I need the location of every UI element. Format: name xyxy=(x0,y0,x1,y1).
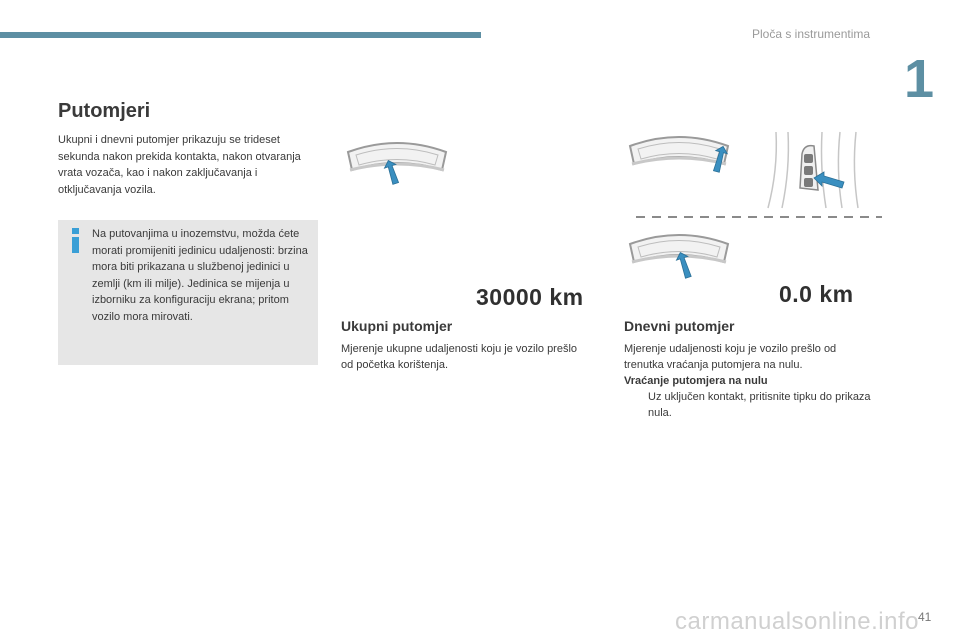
trip-odometer-illustration xyxy=(624,130,734,190)
watermark: carmanualsonline.info xyxy=(675,608,919,635)
reset-instruction xyxy=(624,389,874,421)
reset-button-illustration xyxy=(764,130,876,210)
trip-odometer-title: Dnevni putomjer xyxy=(624,318,735,334)
info-icon xyxy=(72,228,79,253)
info-note xyxy=(58,220,318,365)
total-odometer-title: Ukupni putomjer xyxy=(341,318,453,334)
info-note-text: Na putovanjima u inozemstvu, možda ćete morati promijeniti jedinicu udaljenosti: brzina mora biti prikazana u službenoj jedinici u zemlji (km ili milje). Jedinica se mijenja u izborniku za konfiguraciju ekrana; pritom vozilo mora mirovati. xyxy=(92,228,308,323)
header-accent-bar xyxy=(0,32,481,38)
trip-odometer-display: 0.0 km xyxy=(779,281,854,307)
section-title: Ploča s instrumentima xyxy=(752,27,871,41)
trip-reset-illustration xyxy=(624,228,734,288)
trip-odometer-text: Mjerenje udaljenosti koju je vozilo prešlo od trenutka vraćanja putomjera na nulu. xyxy=(624,343,837,371)
intro-text: Ukupni i dnevni putomjer prikazuju se trideset sekunda nakon prekida kontakta, nakon otvaranja vrata vozača, kao i nakon zaključavanja i otključavanja vozila. xyxy=(58,134,301,196)
page-title: Putomjeri xyxy=(58,100,151,122)
reset-heading: Vraćanje putomjera na nulu xyxy=(624,375,768,387)
reset-instruction-text: Uz uključen kontakt, pritisnite tipku do prikaza nula. xyxy=(648,391,871,419)
chapter-number: 1 xyxy=(904,49,935,109)
total-odometer-illustration xyxy=(342,136,452,196)
total-odometer-display: 30000 km xyxy=(476,284,584,310)
total-odometer-text: Mjerenje ukupne udaljenosti koju je vozilo prešlo od početka korištenja. xyxy=(341,343,578,371)
dashed-separator xyxy=(636,215,882,219)
page-number: 41 xyxy=(918,610,932,624)
bullet-icon xyxy=(624,389,648,421)
trip-odometer-section xyxy=(624,341,874,421)
